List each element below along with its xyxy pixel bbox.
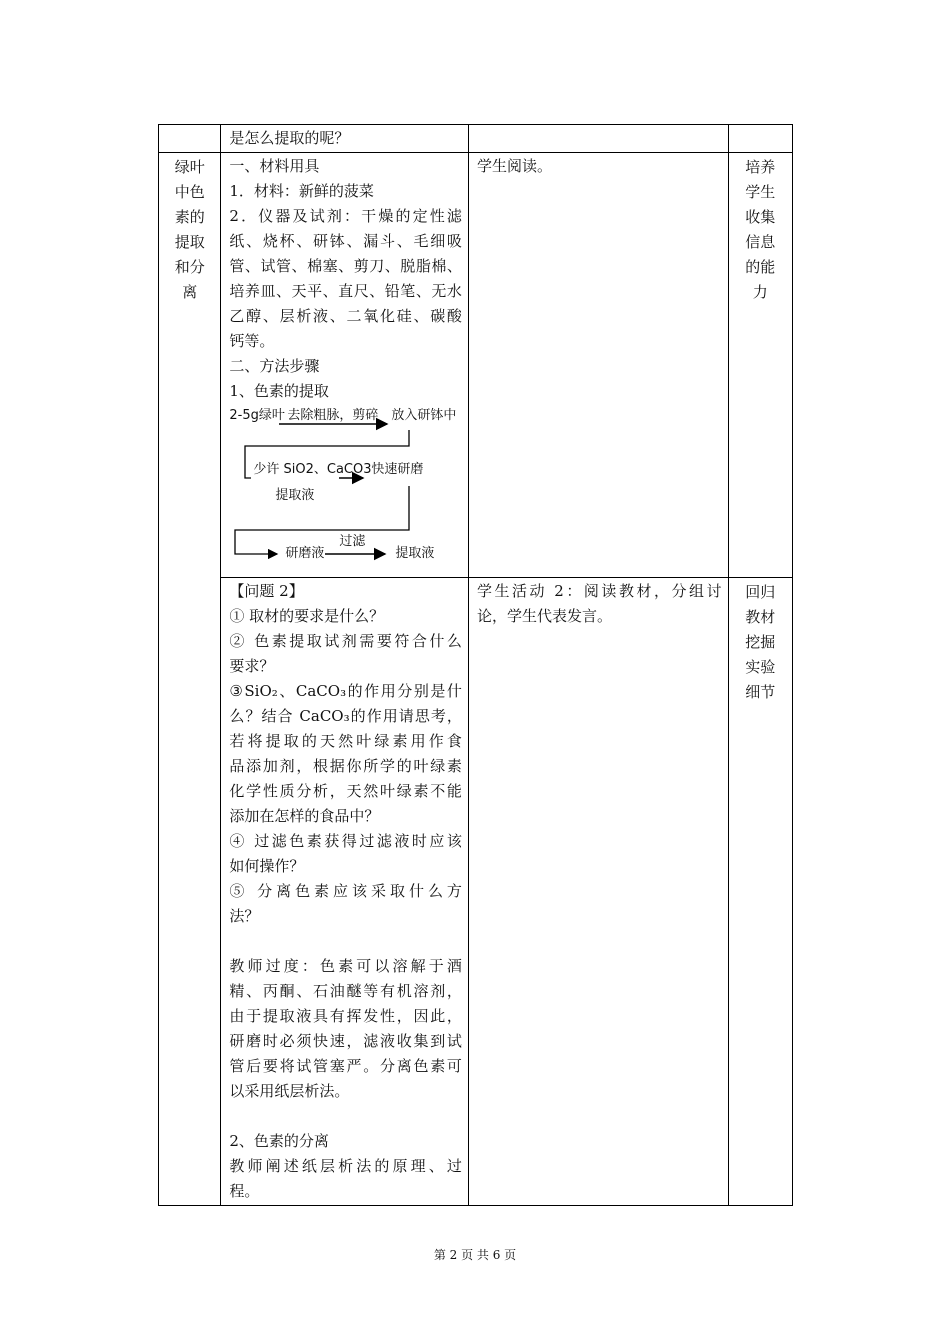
- materials-item-2: 纸、烧杯、研钵、漏斗、毛细吸: [229, 232, 462, 250]
- question-3: 添加在怎样的食品中？: [229, 807, 380, 825]
- materials-item-2: 2．仪器及试剂：干燥的定性滤: [229, 207, 462, 225]
- question-3: 么？结合 CaCO₃的作用请思考，: [229, 707, 462, 725]
- empty-cell: [159, 125, 221, 153]
- goal-2: 回归 教材 挖掘 实验 细节: [728, 578, 792, 1206]
- table-row: [159, 153, 793, 578]
- flow-to1: 放入研钵中: [391, 408, 457, 423]
- flow-mid: 提取液: [275, 488, 315, 503]
- student-activity-1: [468, 153, 728, 578]
- question-5: ⑤ 分离色素应该采取什么方: [229, 882, 462, 900]
- goal-1: 培养 学生 收集 信息 的能 力: [728, 153, 792, 578]
- row1-text: 是怎么提取的呢？: [229, 129, 350, 147]
- question-content: [221, 578, 469, 1206]
- flow-to2: 快速研磨: [371, 462, 424, 477]
- connector-2: [235, 486, 409, 554]
- teacher-transition: 教师过度：色素可以溶解于酒: [229, 957, 462, 975]
- table-row: [159, 578, 793, 1206]
- student-activity-text: 学生活动 2：阅读教材，分组讨: [476, 582, 722, 600]
- empty-cell: [468, 125, 728, 153]
- student-read: 学生阅读。: [476, 157, 552, 175]
- teacher-transition: 管后要将试管塞严。分离色素可: [229, 1057, 462, 1075]
- table-row: [159, 125, 793, 153]
- flow-op1: 去除粗脉，剪碎: [287, 408, 379, 423]
- step2-text: 教师阐述纸层析法的原理、过: [229, 1157, 462, 1175]
- row1-content: [221, 125, 469, 153]
- materials-heading: 一、材料用具: [229, 157, 320, 175]
- question-title: 【问题 2】: [229, 582, 304, 600]
- flow-op2: 少许 SiO2、CaCO3: [253, 462, 372, 477]
- question-3: 品添加剂，根据你所学的叶绿素: [229, 757, 462, 775]
- flow-to3: 研磨液: [285, 546, 325, 561]
- teacher-transition: 精、丙酮、石油醚等有机溶剂，: [229, 982, 462, 1000]
- materials-item-2: 乙醇、层析液、二氧化硅、碳酸: [229, 307, 462, 325]
- step2-text: 程。: [229, 1182, 260, 1200]
- question-1: ① 取材的要求是什么？: [229, 607, 385, 625]
- method-heading: 二、方法步骤: [229, 357, 320, 375]
- question-2: 要求？: [229, 657, 275, 675]
- materials-content: [221, 153, 469, 578]
- materials-item-2: 培养皿、天平、直尺、铅笔、无水: [229, 282, 462, 300]
- teacher-transition: 由于提取液具有挥发性，因此，: [229, 1007, 462, 1025]
- flow-op3: 过滤: [339, 534, 366, 549]
- question-3: ③SiO₂、CaCO₃的作用分别是什: [229, 682, 462, 700]
- lesson-plan-table: [158, 124, 793, 1206]
- question-3: 化学性质分析，天然叶绿素不能: [229, 782, 462, 800]
- step2-title: 2、色素的分离: [229, 1132, 329, 1150]
- question-4: ④ 过滤色素获得过滤液时应该: [229, 832, 462, 850]
- materials-item-2: 管、试管、棉塞、剪刀、脱脂棉、: [229, 257, 462, 275]
- student-activity-text: 论，学生代表发言。: [476, 607, 612, 625]
- flow-start: 2-5g绿叶: [229, 408, 285, 423]
- teacher-transition: 以采用纸层析法。: [229, 1082, 350, 1100]
- question-4: 如何操作？: [229, 857, 305, 875]
- page-footer: 第 2 页 共 6 页: [433, 1248, 517, 1262]
- flow-end: 提取液: [395, 546, 435, 561]
- materials-item-1: 1．材料：新鲜的菠菜: [229, 182, 374, 200]
- empty-cell: [728, 125, 792, 153]
- student-activity-2: [468, 578, 728, 1206]
- question-3: 若将提取的天然叶绿素用作食: [229, 732, 462, 750]
- materials-item-2: 钙等。: [229, 332, 275, 350]
- question-2: ② 色素提取试剂需要符合什么: [229, 632, 462, 650]
- step1-title: 1、色素的提取: [229, 382, 329, 400]
- teacher-transition: 研磨时必须快速，滤液收集到试: [229, 1032, 462, 1050]
- section-title: 绿叶 中色 素的 提取 和分 离: [159, 153, 221, 1206]
- question-5: 法？: [229, 907, 260, 925]
- extraction-flowchart: [229, 406, 465, 574]
